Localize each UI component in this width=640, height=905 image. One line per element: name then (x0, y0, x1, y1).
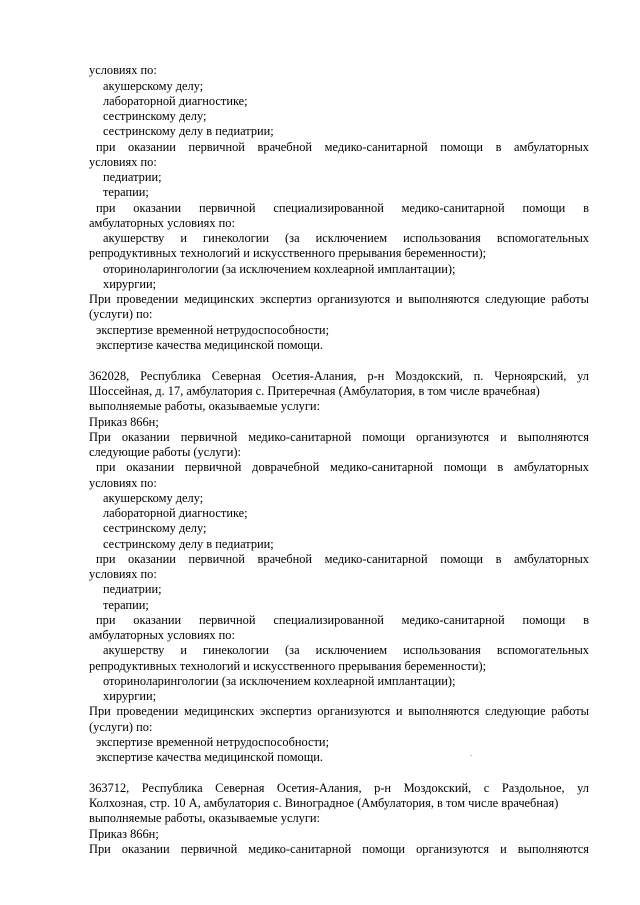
text-line: условиях по: (89, 155, 157, 169)
text-line: сестринскому делу в педиатрии; (103, 124, 274, 138)
text-line: репродуктивных технологий и искусственного прерывания беременности); (89, 659, 487, 673)
text-line: При проведении медицинских экспертиз организуются и выполняются следующие работы (89, 292, 589, 306)
text-line: сестринскому делу; (103, 109, 207, 123)
text-line: экспертизе временной нетрудоспособности; (96, 735, 330, 749)
text-line: 362028, Республика Северная Осетия-Алания, р-н Моздокский, п. Черноярский, ул (89, 369, 589, 383)
text-line: лабораторной диагностике; (103, 506, 248, 520)
text-line: оториноларингологии (за исключением кохлеарной имплантации); (103, 674, 456, 688)
text-line: при оказании первичной врачебной медико-санитарной помощи в амбулаторных (96, 552, 589, 566)
text-line: экспертизе качества медицинской помощи. (96, 750, 324, 764)
text-line: акушерскому делу; (103, 491, 204, 505)
text-line: оториноларингологии (за исключением кохлеарной имплантации); (103, 262, 456, 276)
text-line: следующие работы (услуги): (89, 445, 241, 459)
text-line: При оказании первичной медико-санитарной помощи организуются и выполняются (89, 430, 589, 444)
text-line: Приказ 866н; (89, 827, 159, 841)
text-line: условиях по: (89, 63, 157, 77)
text-line: акушерству и гинекологии (за исключением использования вспомогательных (103, 231, 589, 245)
text-line: амбулаторных условиях по: (89, 628, 235, 642)
text-line: терапии; (103, 185, 149, 199)
text-line: экспертизе качества медицинской помощи. (96, 338, 324, 352)
text-line: репродуктивных технологий и искусственного прерывания беременности); (89, 246, 487, 260)
text-line: 363712, Республика Северная Осетия-Алания, р-н Моздокский, с Раздольное, ул (89, 781, 589, 795)
text-line: хирургии; (103, 689, 157, 703)
text-line: сестринскому делу в педиатрии; (103, 537, 274, 551)
text-line: При оказании первичной медико-санитарной помощи организуются и выполняются (89, 842, 589, 856)
text-line: экспертизе временной нетрудоспособности; (96, 323, 330, 337)
text-line: (услуги) по: (89, 307, 153, 321)
text-line: при оказании первичной специализированной медико-санитарной помощи в (96, 613, 589, 627)
text-line: при оказании первичной специализированной медико-санитарной помощи в (96, 201, 589, 215)
text-line: Колхозная, стр. 10 А, амбулатория с. Виноградное (Амбулатория, в том числе врачебная) (89, 796, 559, 810)
text-line: при оказании первичной врачебной медико-санитарной помощи в амбулаторных (96, 140, 589, 154)
text-line: При проведении медицинских экспертиз организуются и выполняются следующие работы (89, 704, 589, 718)
text-line: выполняемые работы, оказываемые услуги: (89, 399, 321, 413)
text-line: педиатрии; (103, 582, 162, 596)
text-line: хирургии; (103, 277, 157, 291)
text-line: акушерскому делу; (103, 79, 204, 93)
text-line: Шоссейная, д. 17, амбулатория с. Притеречная (Амбулатория, в том числе врачебная) (89, 384, 540, 398)
text-line: Приказ 866н; (89, 415, 159, 429)
text-line: амбулаторных условиях по: (89, 216, 235, 230)
text-line: сестринскому делу; (103, 521, 207, 535)
text-line: лабораторной диагностике; (103, 94, 248, 108)
text-line: педиатрии; (103, 170, 162, 184)
text-line: при оказании первичной доврачебной медико-санитарной помощи в амбулаторных (96, 460, 589, 474)
text-line: акушерству и гинекологии (за исключением использования вспомогательных (103, 643, 589, 657)
text-line: условиях по: (89, 567, 157, 581)
text-line: условиях по: (89, 476, 157, 490)
text-line: (услуги) по: (89, 720, 153, 734)
text-line: терапии; (103, 598, 149, 612)
text-line: выполняемые работы, оказываемые услуги: (89, 811, 321, 825)
scan-speck (470, 755, 472, 756)
